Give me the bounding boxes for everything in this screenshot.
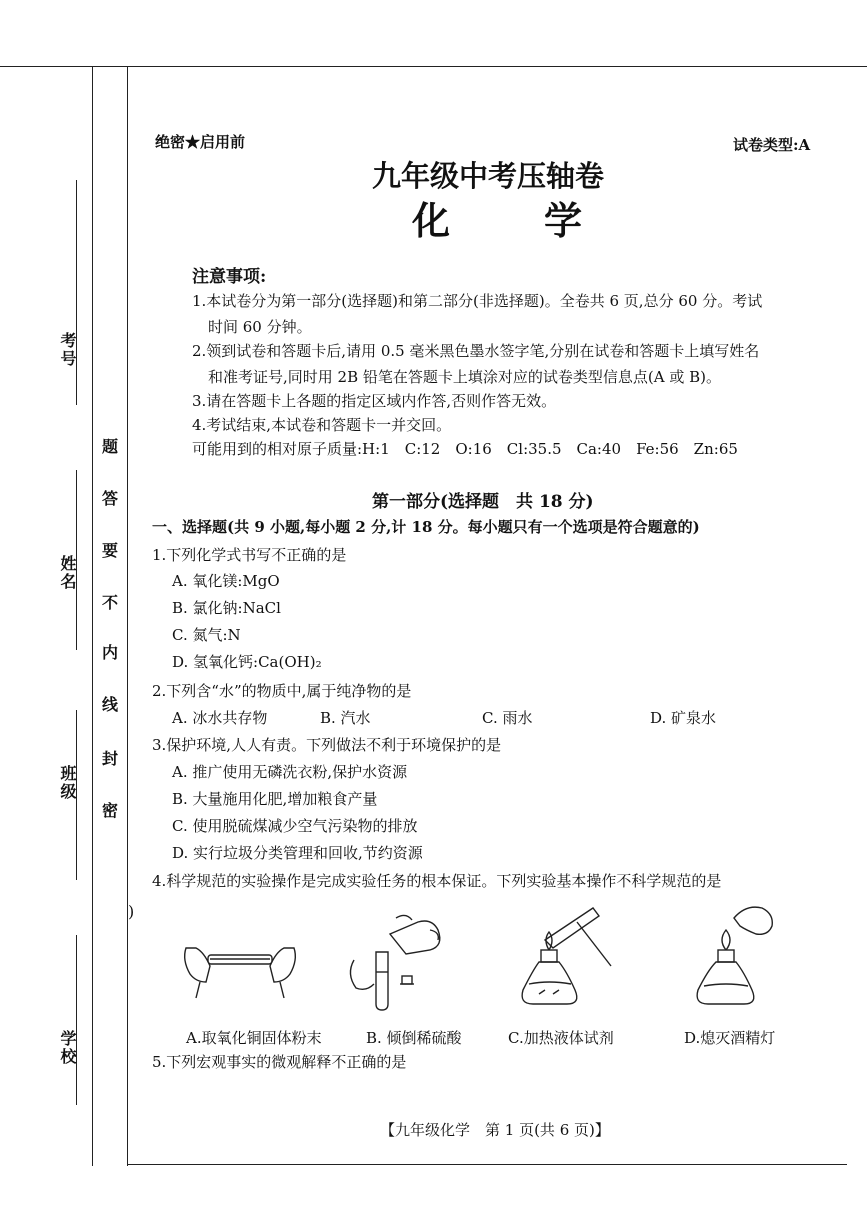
- top-border: [0, 66, 867, 67]
- q3-option-a: A. 推广使用无磷洗衣粉,保护水资源: [172, 763, 408, 781]
- atomic-mass-line: 可能用到的相对原子质量:H:1 C:12 O:16 Cl:35.5 Ca:40 Fe:56 Zn:65: [192, 440, 738, 458]
- q1-option-b: B. 氯化钠:NaCl: [172, 599, 281, 617]
- q3-option-c: C. 使用脱硫煤减少空气污染物的排放: [172, 817, 418, 835]
- notice-item-2-line-2: 和准考证号,同时用 2B 铅笔在答题卡上填涂对应的试卷类型信息点(A 或 B)。: [208, 368, 721, 386]
- seal-bracket-mark: ): [128, 902, 135, 921]
- school-label: 学校: [58, 1030, 77, 1066]
- q1-option-d: D. 氢氧化钙:Ca(OH)₂: [172, 653, 322, 671]
- q1-option-a: A. 氧化镁:MgO: [172, 572, 280, 590]
- q4-option-a: A.取氧化铜固体粉末: [186, 1029, 322, 1047]
- notice-item-2-line-1: 2.领到试卷和答题卡后,请用 0.5 毫米黑色墨水签字笔,分别在试卷和答题卡上填写姓名: [192, 342, 760, 360]
- section-heading: 一、选择题(共 9 小题,每小题 2 分,计 18 分。每小题只有一个选项是符合题意的): [152, 518, 700, 536]
- q2-option-c: C. 雨水: [482, 709, 533, 727]
- q1-stem: 1.下列化学式书写不正确的是: [152, 546, 347, 564]
- notice-item-1-line-1: 1.本试卷分为第一部分(选择题)和第二部分(非选择题)。全卷共 6 页,总分 60 分。考试: [192, 292, 763, 310]
- figure-a-powder-sampling: [180, 930, 300, 1000]
- binding-line-outer: [92, 66, 93, 1166]
- class-label: 班级: [58, 765, 77, 801]
- subject-title: 化 学: [412, 198, 589, 243]
- part1-heading: 第一部分(选择题 共 18 分): [372, 492, 594, 512]
- page-footer: 【九年级化学 第 1 页(共 6 页)】: [380, 1121, 610, 1139]
- seal-char-4: 内: [102, 643, 119, 662]
- name-label: 姓名: [58, 555, 77, 591]
- seal-char-2: 封: [102, 749, 119, 768]
- binding-line-inner: [127, 66, 128, 1166]
- q2-option-d: D. 矿泉水: [650, 709, 717, 727]
- seal-char-5: 不: [102, 593, 119, 612]
- notice-item-3: 3.请在答题卡上各题的指定区域内作答,否则作答无效。: [192, 392, 557, 410]
- q4-option-b: B. 倾倒稀硫酸: [366, 1029, 462, 1047]
- q4-option-d: D.熄灭酒精灯: [684, 1029, 776, 1047]
- seal-char-8: 题: [102, 437, 119, 456]
- notice-item-1-line-2: 时间 60 分钟。: [208, 318, 312, 336]
- q1-option-c: C. 氮气:N: [172, 626, 241, 644]
- q4-option-c: C.加热液体试剂: [508, 1029, 614, 1047]
- school-underline: [76, 935, 77, 1105]
- q2-option-a: A. 冰水共存物: [172, 709, 268, 727]
- seal-char-6: 要: [102, 541, 119, 560]
- q4-stem: 4.科学规范的实验操作是完成实验任务的根本保证。下列实验基本操作不科学规范的是: [152, 872, 722, 890]
- q3-option-b: B. 大量施用化肥,增加粮食产量: [172, 790, 378, 808]
- seal-char-1: 密: [102, 801, 119, 820]
- q3-stem: 3.保护环境,人人有责。下列做法不利于环境保护的是: [152, 736, 502, 754]
- q5-stem: 5.下列宏观事实的微观解释不正确的是: [152, 1053, 407, 1071]
- q2-option-b: B. 汽水: [320, 709, 371, 727]
- confidential-label: 绝密★启用前: [155, 133, 246, 151]
- seal-char-3: 线: [102, 695, 119, 714]
- bottom-border: [127, 1164, 847, 1165]
- q2-stem: 2.下列含“水”的物质中,属于纯净物的是: [152, 682, 412, 700]
- paper-type-label: 试卷类型:A: [733, 136, 811, 154]
- notice-heading: 注意事项:: [192, 267, 267, 287]
- exam-title: 九年级中考压轴卷: [372, 159, 605, 193]
- figure-c-heating-liquid: [515, 900, 615, 1010]
- seal-char-7: 答: [102, 489, 119, 508]
- exam-no-underline: [76, 180, 77, 405]
- q3-option-d: D. 实行垃圾分类管理和回收,节约资源: [172, 844, 423, 862]
- notice-item-4: 4.考试结束,本试卷和答题卡一并交回。: [192, 416, 452, 434]
- figure-d-extinguishing-lamp: [688, 900, 788, 1010]
- exam-no-label: 考号: [58, 332, 77, 368]
- figure-b-pouring-acid: [340, 912, 450, 1012]
